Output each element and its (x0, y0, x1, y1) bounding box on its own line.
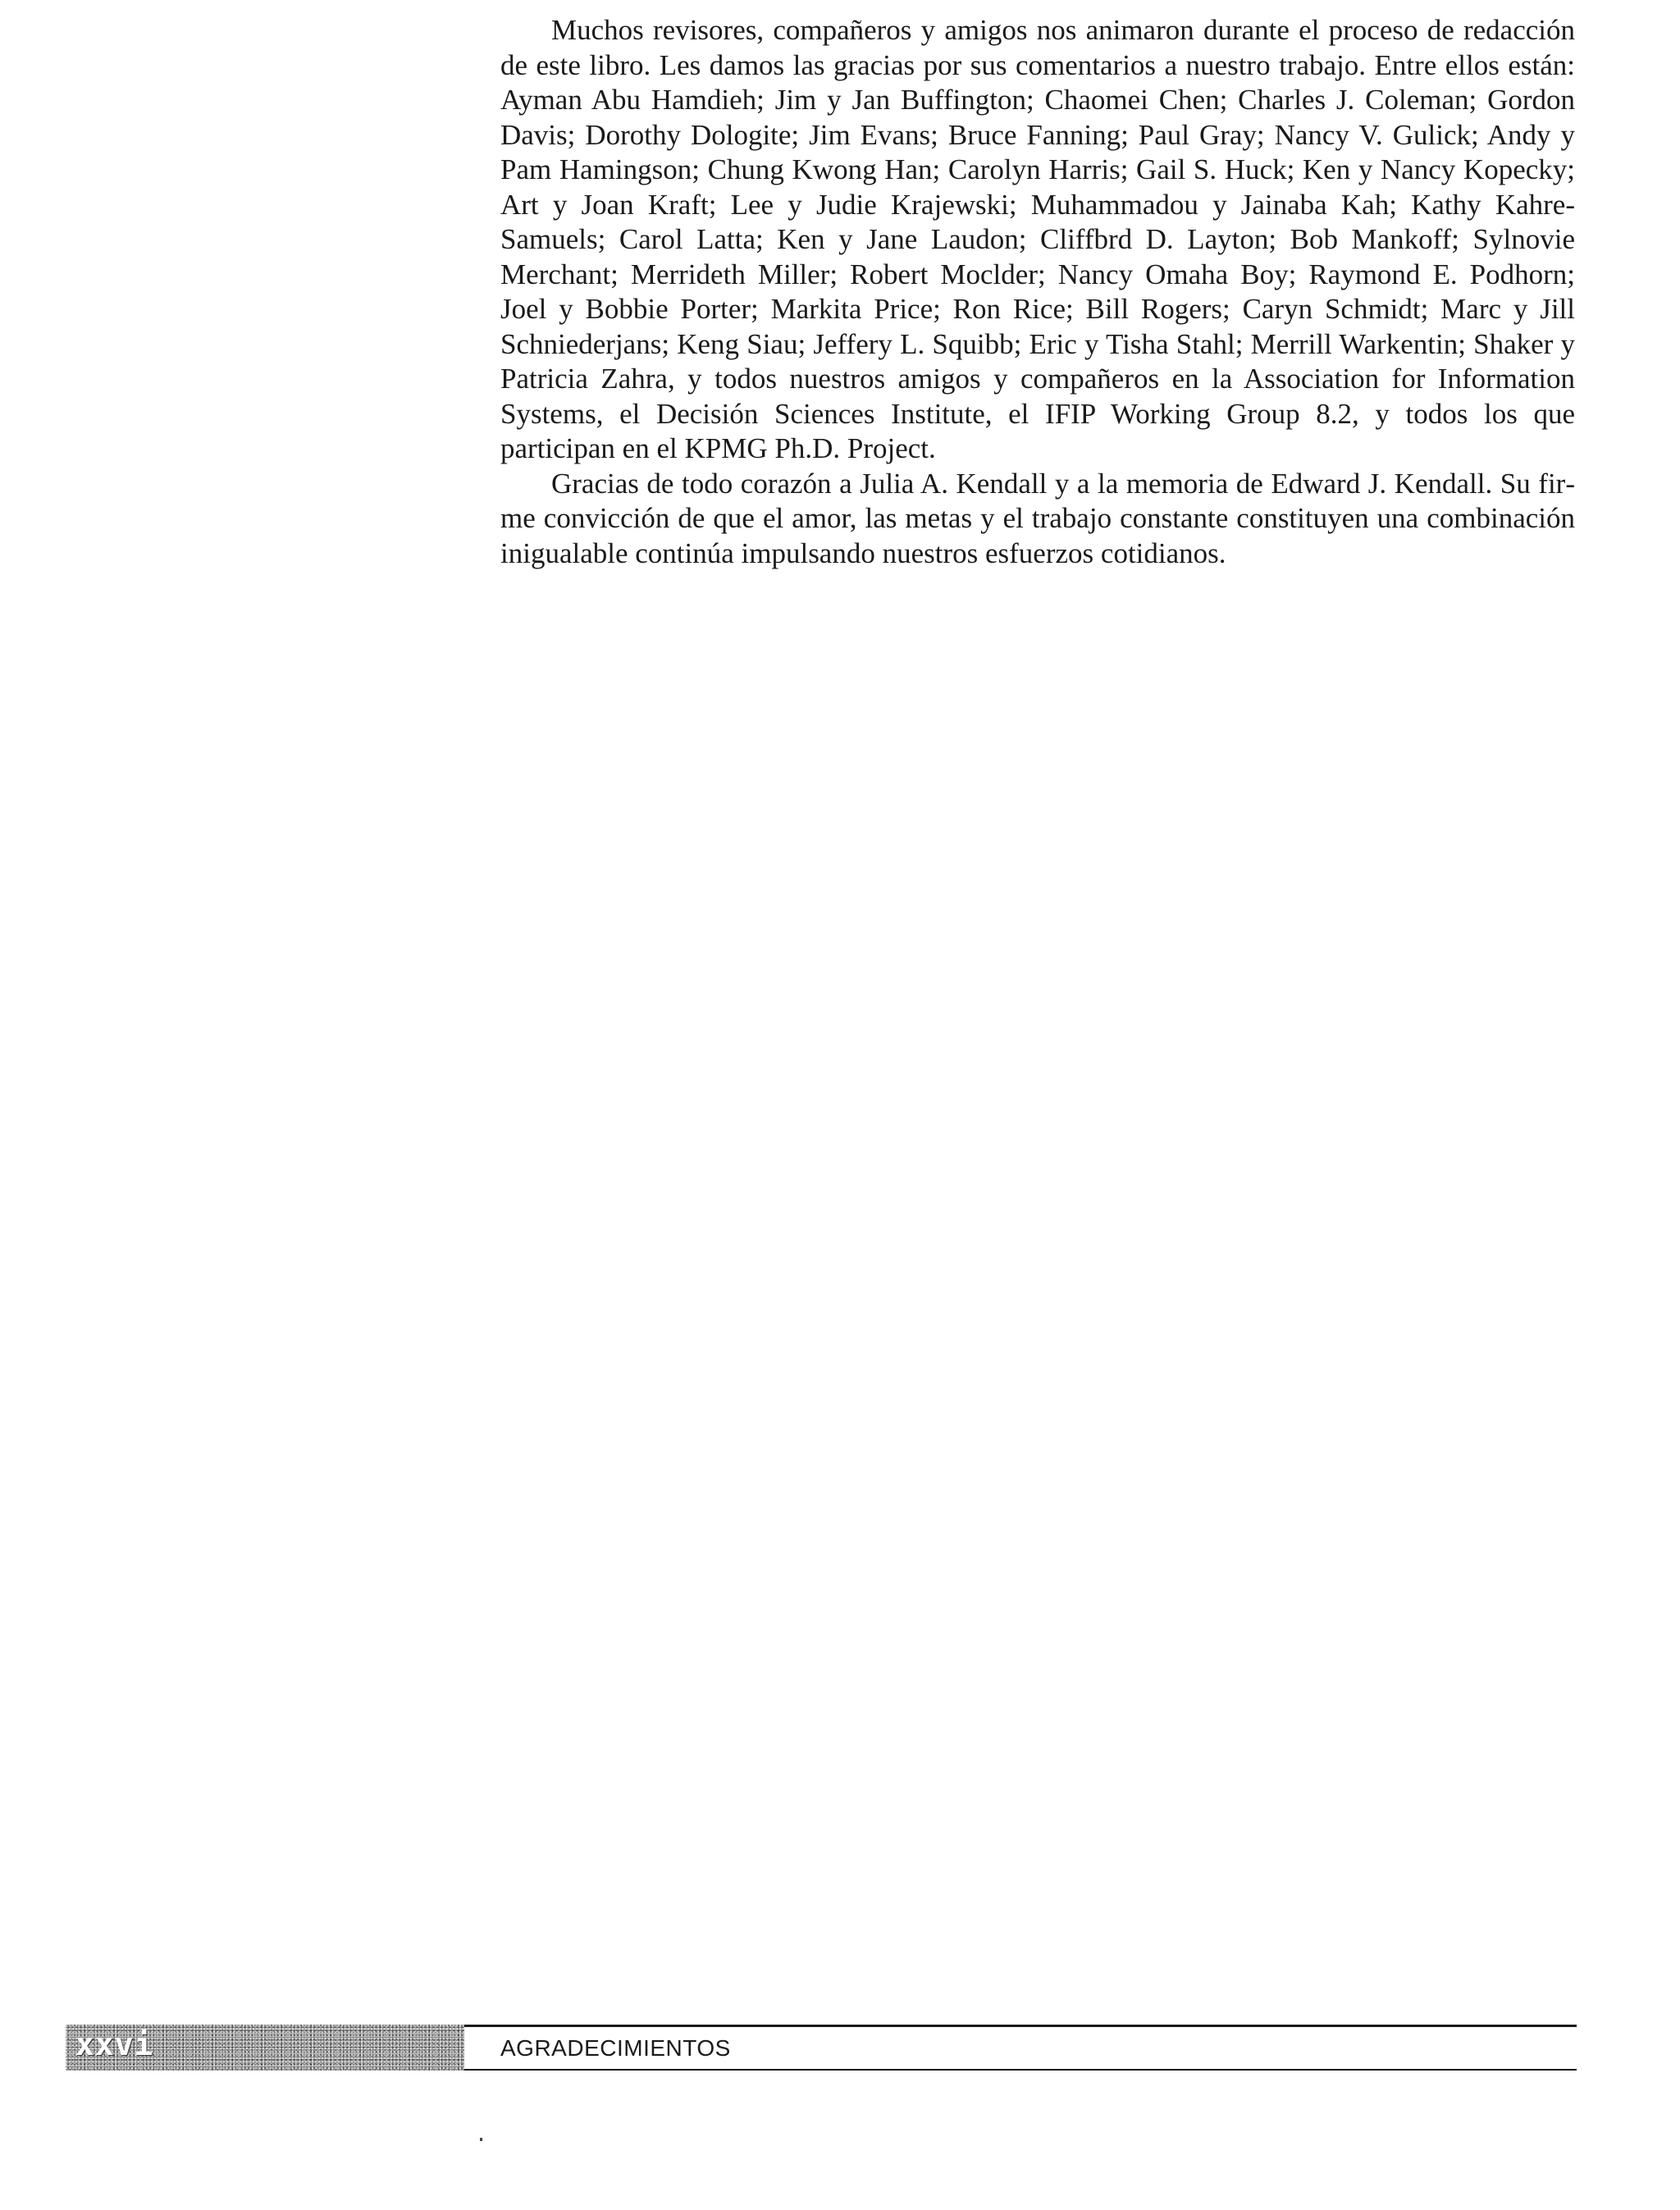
footer-bottom-rule (464, 2069, 1577, 2071)
footer-top-rule (464, 2025, 1577, 2027)
paragraph-dedication: Gracias de todo corazón a Julia A. Kendall y a la memoria de Edward J. Kendall. Su firme convicción de que el amor, las metas y el trabajo constante constituyen una combinación inigualable continúa impulsando nuestros esfuerzos cotidianos. (500, 467, 1575, 569)
scan-speck (480, 2138, 482, 2141)
main-text (500, 13, 1575, 571)
paragraph-acknowledgments: Muchos revisores, compañeros y amigos nos animaron durante el proceso de redacción de este libro. Les damos las gracias por sus comentarios a nuestro trabajo. Entre ellos están: Ayman Abu Hamdieh; Jim y Jan Buffington; Chaomei Chen; Charles J. Coleman; Gordon Davis; Dorothy Dologite; Jim Evans; Bruce Fanning; Paul Gray; Nancy V. Gulick; Andy y Pam Hamingson; Chung Kwong Han; Carolyn Harris; Gail S. Huck; Ken y Nancy Kopecky; Art y Joan Kraft; Lee y Judie Krajewski; Muhammadou y Jainaba Kah; Kathy Kahre-Samuels; Carol Latta; Ken y Jane Laudon; Cliffbrd D. Layton; Bob Mankoff; Sylnovie Merchant; Merrideth Miller; Robert Moclder; Nancy Omaha Boy; Raymond E. Podhorn; Joel y Bobbie Porter; Markita Price; Ron Rice; Bill Rogers; Caryn Schmidt; Marc y Jill Schniederjans; Keng Siau; Jeffery L. Squibb; Eric y Tisha Stahl; Merrill Warkentin; Shaker y Patricia Zahra, y todos nuestros amigos y compañeros en la Association for Information Systems, el Decisión Sciences Institute, el IFIP Working Group 8.2, y todos los que participan en el KPMG Ph.D. Project. (500, 14, 1575, 464)
running-footer-title: AGRADECIMIENTOS (500, 2035, 731, 2061)
page-number: xxvi (75, 2026, 154, 2062)
